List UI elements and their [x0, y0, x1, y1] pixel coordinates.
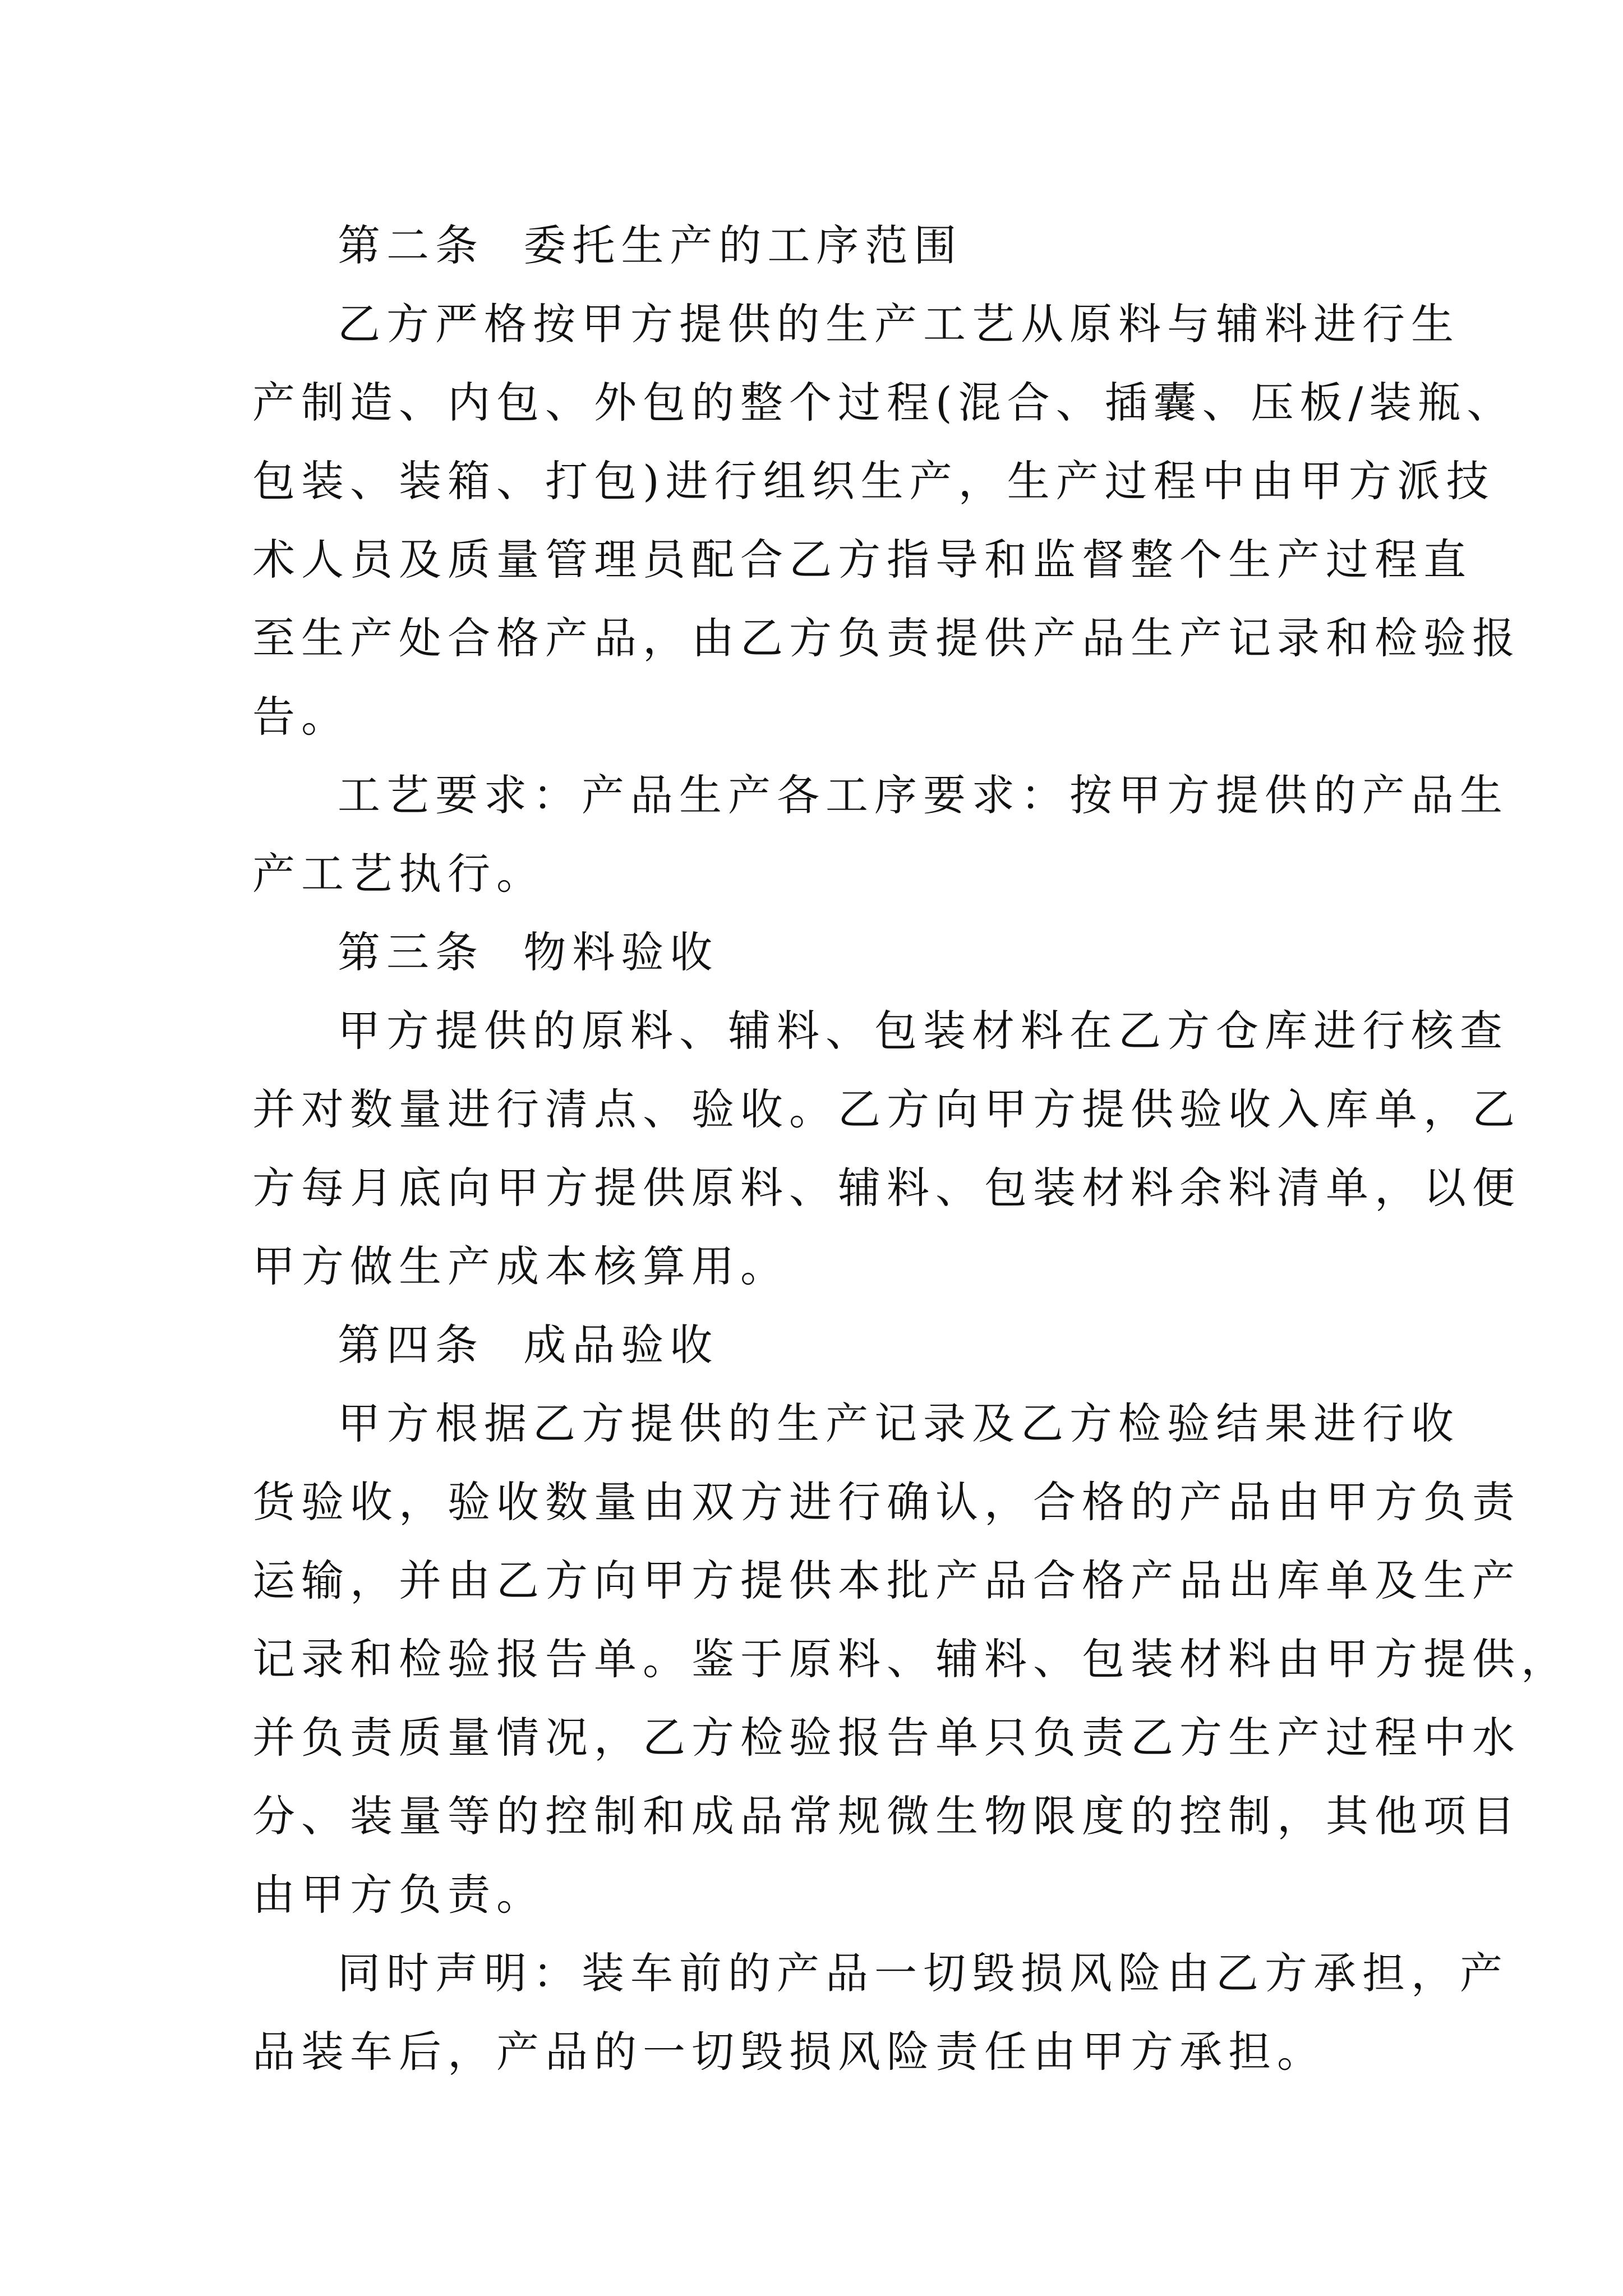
paragraph-line: 乙方严格按甲方提供的生产工艺从原料与辅料进行生	[338, 299, 1460, 349]
paragraph-line: 告。	[252, 692, 350, 742]
paragraph-line: 产制造、内包、外包的整个过程(混合、插囊、压板/装瓶、	[252, 378, 1516, 427]
paragraph-line: 记录和检验报告单。鉴于原料、辅料、包装材料由甲方提供，	[252, 1634, 1570, 1684]
paragraph-line: 甲方提供的原料、辅料、包装材料在乙方仓库进行核查	[338, 1006, 1509, 1056]
paragraph-line: 至生产处合格产品，由乙方负责提供产品生产记录和检验报	[252, 613, 1521, 663]
paragraph-line: 同时声明：装车前的产品一切毁损风险由乙方承担，产	[338, 1948, 1509, 1998]
paragraph-line: 工艺要求：产品生产各工序要求：按甲方提供的产品生	[338, 770, 1509, 820]
heading-article-4: 第四条 成品验收	[338, 1320, 719, 1370]
heading-article-3: 第三条 物料验收	[338, 927, 719, 977]
paragraph-line: 并负责质量情况，乙方检验报告单只负责乙方生产过程中水	[252, 1713, 1521, 1763]
document-page	[252, 206, 1570, 2091]
paragraph-line: 甲方根据乙方提供的生产记录及乙方检验结果进行收	[338, 1398, 1460, 1448]
paragraph-line: 包装、装箱、打包)进行组织生产，生产过程中由甲方派技	[252, 456, 1495, 506]
paragraph-line: 并对数量进行清点、验收。乙方向甲方提供验收入库单，乙	[252, 1084, 1521, 1134]
paragraph-line: 方每月底向甲方提供原料、辅料、包装材料余料清单，以便	[252, 1163, 1521, 1213]
paragraph-line: 甲方做生产成本核算用。	[252, 1241, 789, 1291]
heading-article-2: 第二条 委托生产的工序范围	[338, 220, 963, 270]
paragraph-line: 货验收，验收数量由双方进行确认，合格的产品由甲方负责	[252, 1477, 1521, 1527]
paragraph-line: 分、装量等的控制和成品常规微生物限度的控制，其他项目	[252, 1791, 1521, 1841]
paragraph-line: 运输，并由乙方向甲方提供本批产品合格产品出库单及生产	[252, 1556, 1521, 1605]
paragraph-line: 由甲方负责。	[252, 1870, 545, 1920]
paragraph-line: 品装车后，产品的一切毁损风险责任由甲方承担。	[252, 2027, 1326, 2077]
paragraph-line: 产工艺执行。	[252, 849, 545, 899]
paragraph-line: 术人员及质量管理员配合乙方指导和监督整个生产过程直	[252, 535, 1472, 585]
